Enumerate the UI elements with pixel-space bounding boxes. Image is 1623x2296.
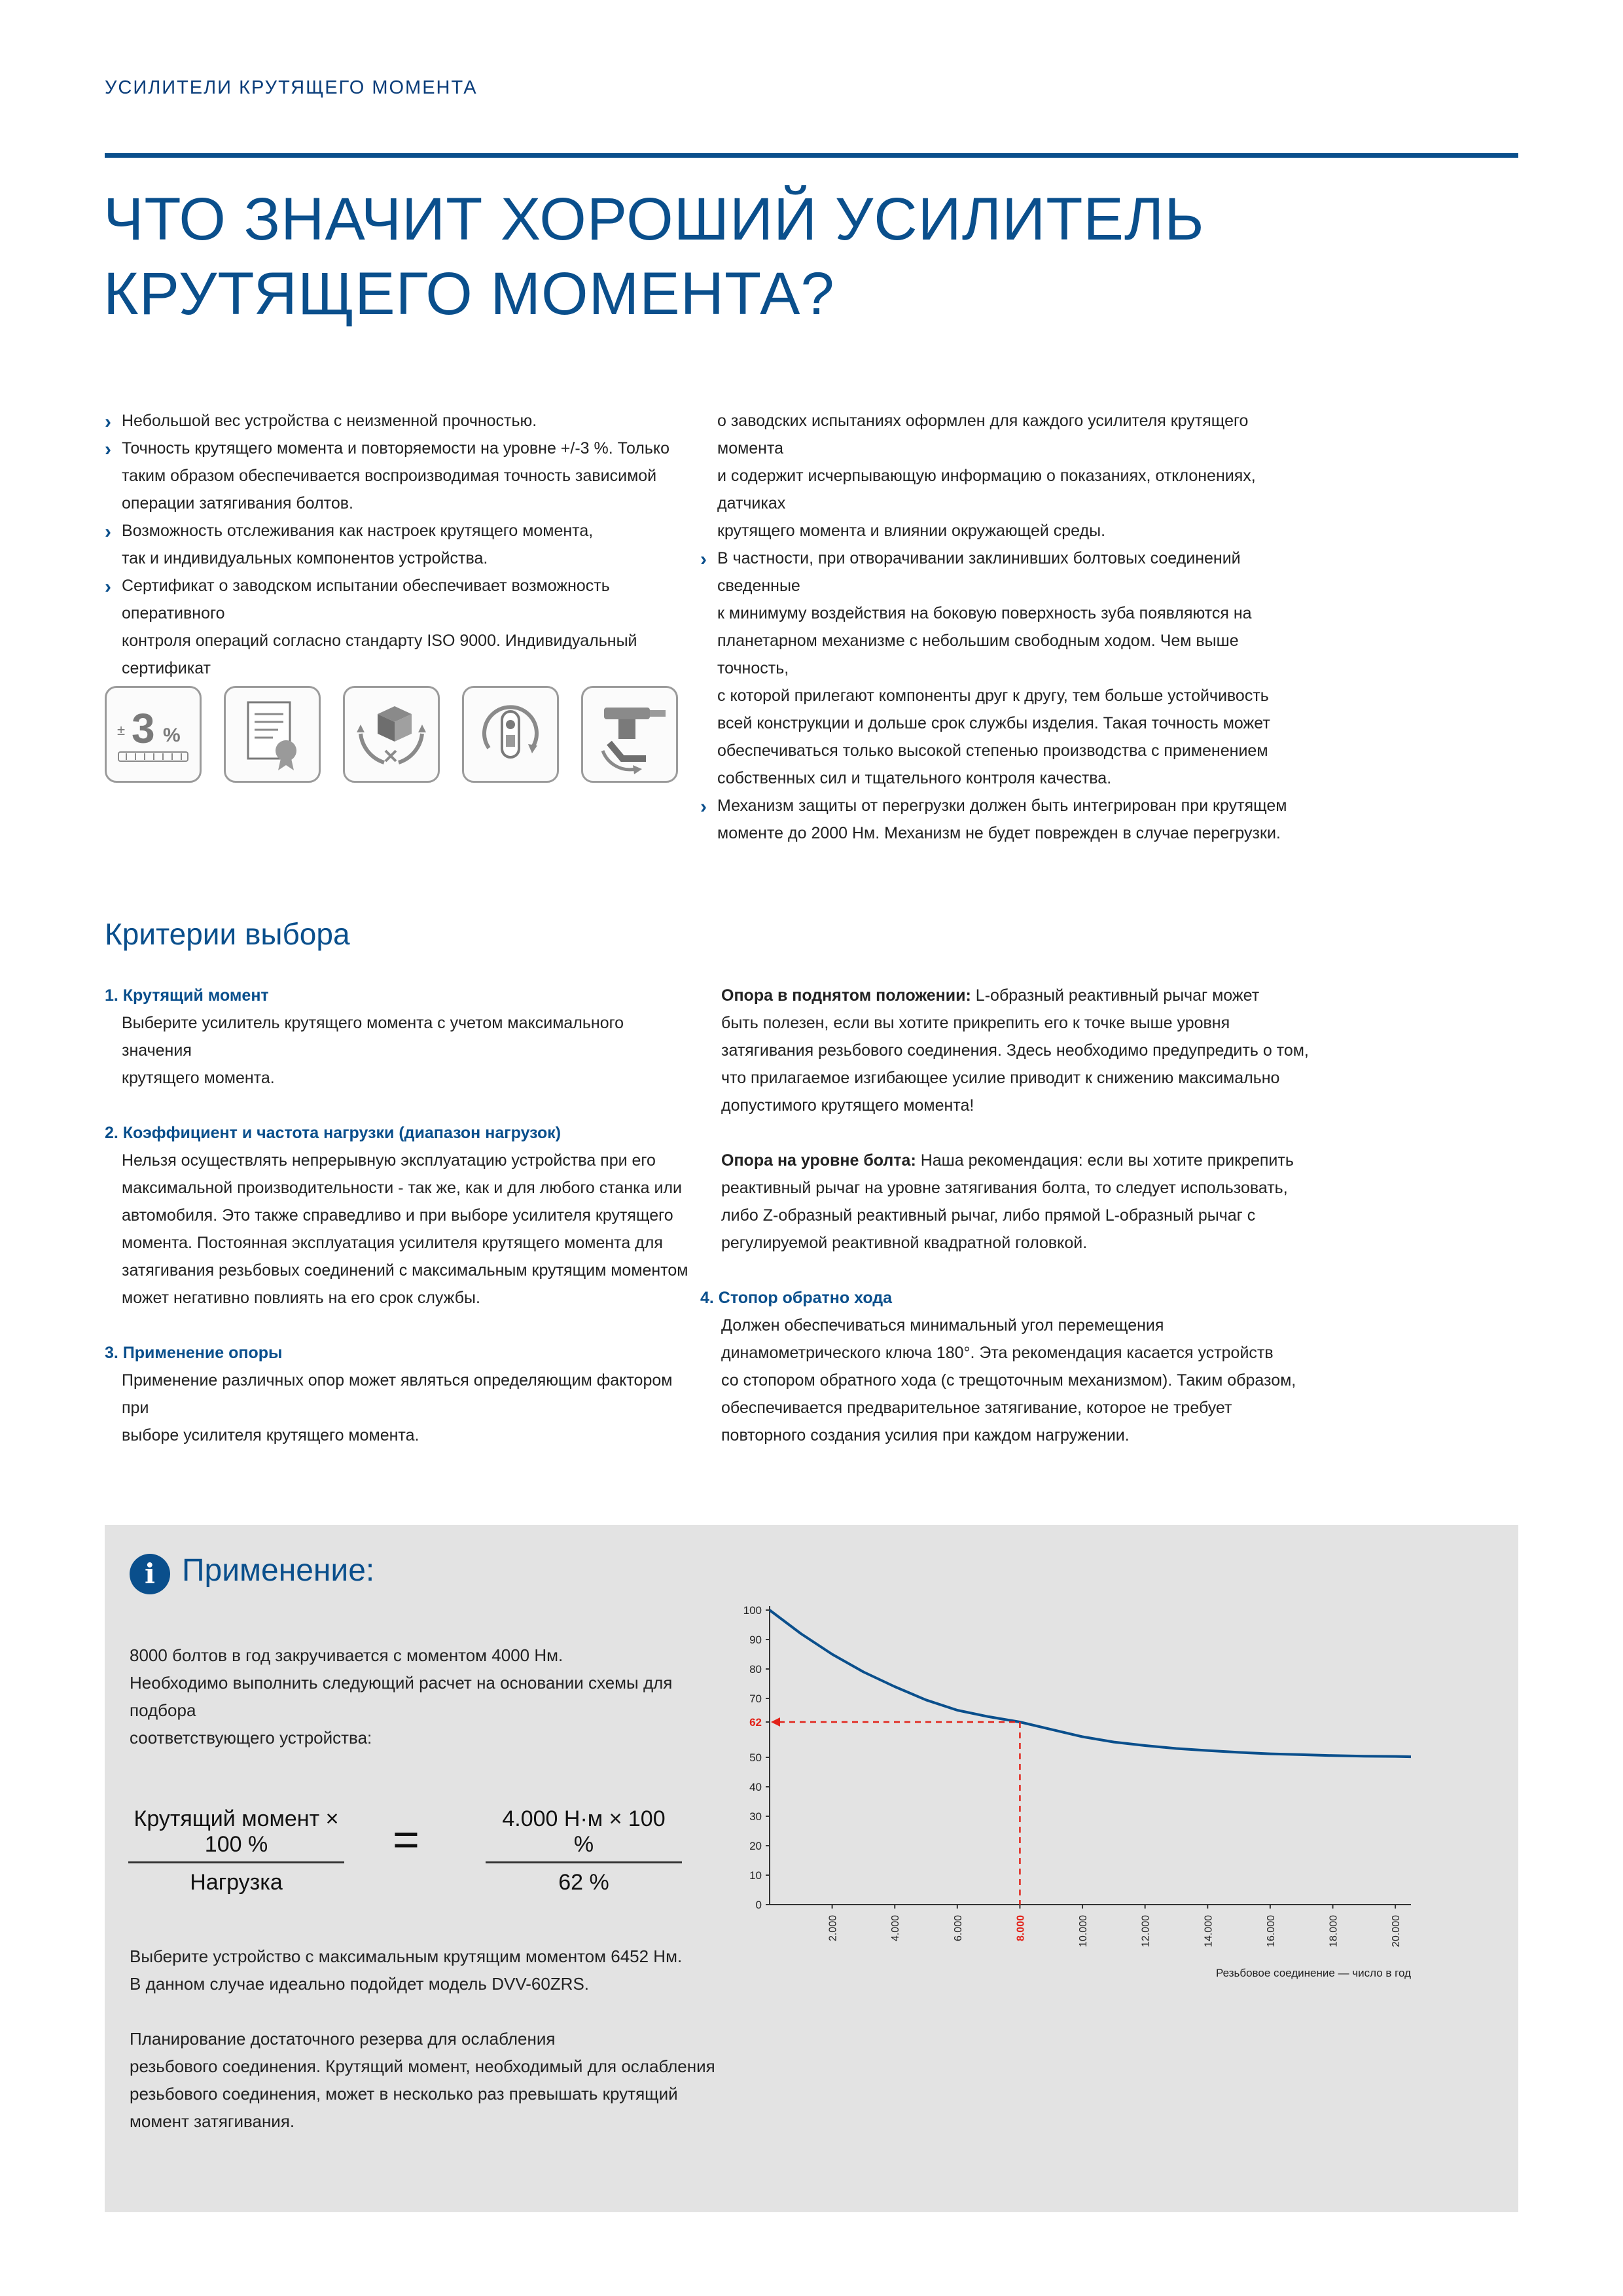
- application-reserve-note: Планирование достаточного резерва для ослабления резьбового соединения. Крутящий момент, необходимый для ослабления резьбового соединения, может в несколько раз превышать крутящий момент затягивания.: [130, 2029, 715, 2131]
- y-tick-label: 50: [749, 1751, 762, 1764]
- x-tick-label: 10.000: [1078, 1915, 1090, 1947]
- chevron-right-icon: ›: [700, 548, 707, 570]
- criterion-4-text-line: динамометрического ключа 180°. Эта рекомендация касается устройств: [721, 1344, 1274, 1362]
- formula-right-numerator: 4.000 Н·м × 100 %: [486, 1806, 682, 1863]
- chevron-right-icon: ›: [700, 796, 707, 817]
- formula-right-fraction: [486, 1806, 682, 1895]
- feature-item-continuation: моменте до 2000 Нм. Механизм не будет поврежден в случае перегрузки.: [717, 824, 1281, 842]
- criterion-2-text-line: может негативно повлиять на его срок службы.: [122, 1289, 480, 1307]
- feature-item-continuation: обеспечиваться только высокой степенью производства с применением: [717, 742, 1268, 760]
- criterion-3-title: 3. Применение опоры: [105, 1344, 283, 1362]
- x-tick-label: 6.000: [952, 1915, 964, 1942]
- formula-right-denominator: 62 %: [558, 1870, 609, 1895]
- y-tick-label: 90: [749, 1634, 762, 1646]
- x-tick-label: 4.000: [890, 1915, 902, 1942]
- x-tick-label: 12.000: [1140, 1915, 1152, 1947]
- x-tick-label: 14.000: [1203, 1915, 1215, 1947]
- feature-item-continuation: собственных сил и тщательного контроля качества.: [717, 769, 1112, 787]
- section-label: УСИЛИТЕЛИ КРУТЯЩЕГО МОМЕНТА: [105, 77, 478, 98]
- criterion-4-text-line: повторного создания усилия при каждом нагружении.: [721, 1426, 1130, 1444]
- x-tick-label: 20.000: [1391, 1915, 1402, 1947]
- y-tick-label: 80: [749, 1663, 762, 1676]
- page-title: [103, 182, 1478, 331]
- criteria-right-column: [700, 982, 1315, 1449]
- feature-item: › В частности, при отворачивании заклинивших болтовых соединений сведенные: [700, 545, 1309, 600]
- y-tick-label: 40: [749, 1781, 762, 1793]
- criteria-left-column: [105, 982, 694, 1449]
- series-line: [770, 1610, 1411, 1757]
- formula-equals-sign: =: [393, 1814, 419, 1865]
- info-icon: i: [130, 1554, 170, 1594]
- application-result: Выберите устройство с максимальным крутящим моментом 6452 Нм. В данном случае идеально подойдет модель DVV-60ZRS.: [130, 1946, 683, 1994]
- x-tick-label: 2.000: [827, 1915, 839, 1942]
- chevron-right-icon: ›: [105, 411, 111, 433]
- raised-support-text-line: быть полезен, если вы хотите прикрепить его к точке выше уровня: [721, 1014, 1230, 1032]
- y-tick-label: 20: [749, 1840, 762, 1852]
- formula-left-fraction: [128, 1806, 344, 1895]
- y-tick-label: 100: [743, 1604, 762, 1617]
- criterion-1-title: 1. Крутящий момент: [105, 986, 269, 1005]
- x-tick-label: 18.000: [1328, 1915, 1340, 1947]
- x-tick-label: 16.000: [1265, 1915, 1277, 1947]
- y-tick-label: 62: [749, 1716, 762, 1729]
- page-title-line-2: КРУТЯЩЕГО МОМЕНТА?: [103, 260, 835, 327]
- criterion-1-text-line: крутящего момента.: [122, 1069, 275, 1087]
- feature-item-continuation: таким образом обеспечивается воспроизводимая точность зависимой: [122, 467, 657, 485]
- criteria-title: Критерии выбора: [105, 917, 350, 951]
- component-tracking-icon: [343, 686, 440, 783]
- criterion-2-text-line: Нельзя осуществлять непрерывную эксплуатацию устройства при его: [122, 1151, 656, 1170]
- accuracy-icon: [105, 686, 202, 783]
- feature-item: › Точность крутящего момента и повторяемости на уровне +/-3 %. Только: [105, 435, 700, 462]
- bolt-support-text-line: регулируемой реактивной квадратной головкой.: [721, 1234, 1088, 1252]
- chevron-right-icon: ›: [105, 576, 111, 598]
- feature-item: › Механизм защиты от перегрузки должен быть интегрирован при крутящем: [700, 792, 1309, 819]
- criterion-4-title: 4. Стопор обратно хода: [700, 1289, 893, 1307]
- chevron-right-icon: ›: [105, 439, 111, 460]
- criterion-2-text-line: автомобиля. Это также справедливо и при выборе усилителя крутящего: [122, 1206, 673, 1225]
- criterion-2-text-line: максимальной производительности - так же, как и для любого станка или: [122, 1179, 683, 1197]
- criterion-2-text-line: момента. Постоянная эксплуатация усилителя крутящего момента для: [122, 1234, 663, 1252]
- feature-item-continuation: с которой прилегают компоненты друг к другу, тем больше устойчивость: [717, 687, 1269, 705]
- torque-tool-icon: [581, 686, 678, 783]
- features-left-column: [105, 407, 700, 682]
- feature-item: › Небольшой вес устройства с неизменной прочностью.: [105, 407, 700, 435]
- features-right-column: [700, 407, 1309, 847]
- raised-support-text-line: допустимого крутящего момента!: [721, 1096, 974, 1115]
- bolt-support-text: Опора на уровне болта: Наша рекомендация: если вы хотите прикрепить: [721, 1151, 1294, 1170]
- certificate-icon: [224, 686, 321, 783]
- formula-left-denominator: Нагрузка: [190, 1870, 283, 1895]
- feature-item-continuation: так и индивидуальных компонентов устройства.: [122, 549, 488, 567]
- feature-item-continuation: планетарном механизме с небольшим свободным ходом. Чем выше точность,: [717, 632, 1239, 677]
- criterion-3-text-line: выборе усилителя крутящего момента.: [122, 1426, 419, 1444]
- criterion-2-title: 2. Коэффициент и частота нагрузки (диапазон нагрузок): [105, 1124, 562, 1142]
- raised-support-text-line: что прилагаемое изгибающее усилие приводит к снижению максимально: [721, 1069, 1280, 1087]
- y-tick-label: 0: [755, 1899, 762, 1911]
- raised-support-text-line: затягивания резьбового соединения. Здесь необходимо предупредить о том,: [721, 1041, 1309, 1060]
- feature-item: › Возможность отслеживания как настроек крутящего момента,: [105, 517, 700, 545]
- header-rule: [105, 153, 1518, 158]
- feature-item-continuation: к минимуму воздействия на боковую поверхность зуба появляются на: [717, 604, 1252, 622]
- criterion-2-text-line: затягивания резьбовых соединений с максимальным крутящим моментом: [122, 1261, 688, 1280]
- feature-item: › Сертификат о заводском испытании обеспечивает возможность оперативного: [105, 572, 700, 627]
- y-tick-label: 10: [749, 1869, 762, 1882]
- x-axis-label: Резьбовое соединение — число в год: [1216, 1967, 1411, 1979]
- rotation-tool-icon: [462, 686, 559, 783]
- formula-left-numerator: Крутящий момент × 100 %: [128, 1806, 344, 1863]
- application-title: Применение:: [182, 1553, 375, 1588]
- x-tick-label: 8.000: [1015, 1915, 1027, 1942]
- feature-item-continuation: всей конструкции и дольше срок службы изделия. Такая точность может: [717, 714, 1270, 732]
- criterion-3-text-line: Применение различных опор может являться определяющим фактором при: [122, 1371, 673, 1417]
- svg-text:±: ±: [117, 722, 126, 738]
- y-tick-label: 30: [749, 1810, 762, 1823]
- svg-text:3: 3: [132, 705, 155, 752]
- feature-item-continuation: и содержит исчерпывающую информацию о показаниях, отклонениях, датчиках: [717, 467, 1256, 512]
- load-curve-chart: [726, 1584, 1420, 1990]
- criterion-4-text-line: обеспечивается предварительное затягивание, которое не требует: [721, 1399, 1232, 1417]
- y-tick-label: 70: [749, 1693, 762, 1705]
- bolt-support-text-line: реактивный рычаг на уровне затягивания болта, то следует использовать,: [721, 1179, 1288, 1197]
- criterion-4-text-line: со стопором обратного хода (с трещоточным механизмом). Таким образом,: [721, 1371, 1296, 1390]
- criterion-4-text-line: Должен обеспечиваться минимальный угол перемещения: [721, 1316, 1164, 1335]
- chevron-right-icon: ›: [105, 521, 111, 543]
- feature-item-continuation: крутящего момента и влиянии окружающей среды.: [717, 522, 1106, 540]
- svg-text:%: %: [163, 725, 181, 746]
- highlight-arrow-icon: [771, 1717, 780, 1727]
- feature-item-continuation: операции затягивания болтов.: [122, 494, 353, 512]
- feature-item-continuation: о заводских испытаниях оформлен для каждого усилителя крутящего момента: [717, 412, 1249, 457]
- application-intro: 8000 болтов в год закручивается с моментом 4000 Нм. Необходимо выполнить следующий расчет на основании схемы для подбора соответствующего устройства:: [130, 1645, 673, 1748]
- feature-item-continuation: контроля операций согласно стандарту ISO 9000. Индивидуальный сертификат: [122, 632, 637, 677]
- bolt-support-text-line: либо Z-образный реактивный рычаг, либо прямой L-образный рычаг с: [721, 1206, 1256, 1225]
- feature-icons-row: [105, 686, 694, 784]
- page-title-line-1: ЧТО ЗНАЧИТ ХОРОШИЙ УСИЛИТЕЛЬ: [103, 186, 1205, 253]
- criterion-1-text-line: Выберите усилитель крутящего момента с учетом максимального значения: [122, 1014, 624, 1060]
- raised-support-text: Опора в поднятом положении: L-образный реактивный рычаг может: [721, 986, 1260, 1005]
